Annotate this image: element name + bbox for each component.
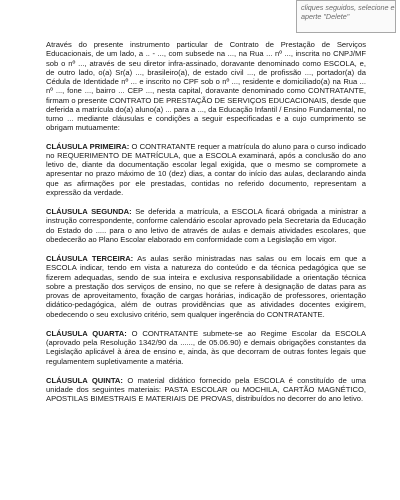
clause-fifth-title: CLÁUSULA QUINTA: [46, 375, 123, 385]
clause-fourth-title: CLÁUSULA QUARTA: [46, 328, 127, 338]
clause-second-title: CLÁUSULA SEGUNDA: [46, 207, 132, 216]
clause-third-title: CLÁUSULA TERCEIRA: [46, 254, 134, 263]
clause-first-text: O CONTRATANTE requer a matrícula do aluno para o curso indicado no REQUERIMENTO DE MATRÍCULA, que a ESCOLA examinará, após a conclusão do ano letivo de, diante da documentação escolar legal exigida, que o mesmo se compromete a apresentar no prazo máximo de 10 (dez) dias, a contar do início das aulas, declarando ainda que as afirmações por ele prestadas, contidas no referido documento, representam a expressão da verdade. [46, 141, 366, 197]
clause-third [46, 254, 366, 319]
clause-second-text: Se deferida a matrícula, a ESCOLA ficará obrigada a ministrar a instrução correspondente, conforme calendário escolar aprovado pela Secretaria da Educação do Estado do ..... para o ano letivo de através de aulas e demais atividades escolares, que obedecerão ao Plano Escolar elaborado em conformidade com a Legislação em vigor. [46, 207, 367, 244]
clause-fourth [46, 329, 366, 366]
clause-first [46, 142, 366, 198]
clause-second [46, 207, 366, 244]
contract-document [46, 40, 366, 404]
clause-first-title: CLÁUSULA PRIMEIRA: [46, 141, 130, 151]
intro-paragraph: Através do presente instrumento particular de Contrato de Prestação de Serviços Educacionais, de um lado, a .. - ..., com subsede na ..., na Rua ... nº ..., inscrita no CNPJ/MF sob o nº ..., através de seu diretor infra-assinado, doravante denominado como ESCOLA, e, de outro lado, o(a) Sr(a) ..., brasileiro(a), de estado civil ..., de profissão ..., portador(a) da Cédula de Identidade nº ... e inscrito no CPF sob o nº ..., residente e domiciliado(a) na Rua ... nº ..., fone ..., bairro ... CEP ..., nesta capital, doravante denominado como CONTRATANTE, firmam o presente CONTRATO DE PRESTAÇÃO DE SERVIÇOS EDUCACIONAIS, desde que deferida a matrícula do(a) aluno(a) ... para a ..., da Educação Infantil / Ensino Fundamental, no turno ... mediante cláusulas e condições a seguir especificadas e a cujo cumprimento se obrigam mutuamente: [46, 40, 366, 133]
instruction-note-line-1: cliques seguidos, selecione e [301, 3, 395, 12]
clause-fifth-text: O material didático fornecido pela ESCOLA é constituído de uma unidade dos seguintes materiais: PASTA ESCOLAR ou MOCHILA, CARTÃO MAGNÉTICO, APOSTILAS BIMESTRAIS E MATERIAIS DE PROVAS, distribuídos no decorrer do ano letivo. [46, 375, 366, 404]
clause-fifth [46, 376, 366, 404]
clause-third-text: As aulas serão ministradas nas salas ou em locais em que a ESCOLA indicar, tendo em vista a natureza do conteúdo e da técnica pedagógica que se fizerem adequadas, sendo de sua inteira e exclusiva responsabilidade a orientação técnica sobre a prestação dos serviços de ensino, no que se refere à designação de datas para as provas de aproveitamento, fixação de cargas horárias, indicação de professores, orientação didático-pedagógica, além de outras providências que as atividades docentes exigirem, obedecendo o seu exclusivo critério, sem qualquer ingerência do CONTRATANTE. [46, 254, 366, 319]
instruction-note-line-2: aperte "Delete" [301, 12, 350, 21]
instruction-note [296, 0, 396, 33]
clause-fourth-text: O CONTRATANTE submete-se ao Regime Escolar da ESCOLA (aprovado pela Resolução 1342/90 da ......, de 05.06.90) e demais obrigações constantes da Legislação aplicável à área de ensino e, ainda, às que decorram de outras fontes legais que regulamentem supletivamente a matéria. [46, 328, 366, 366]
